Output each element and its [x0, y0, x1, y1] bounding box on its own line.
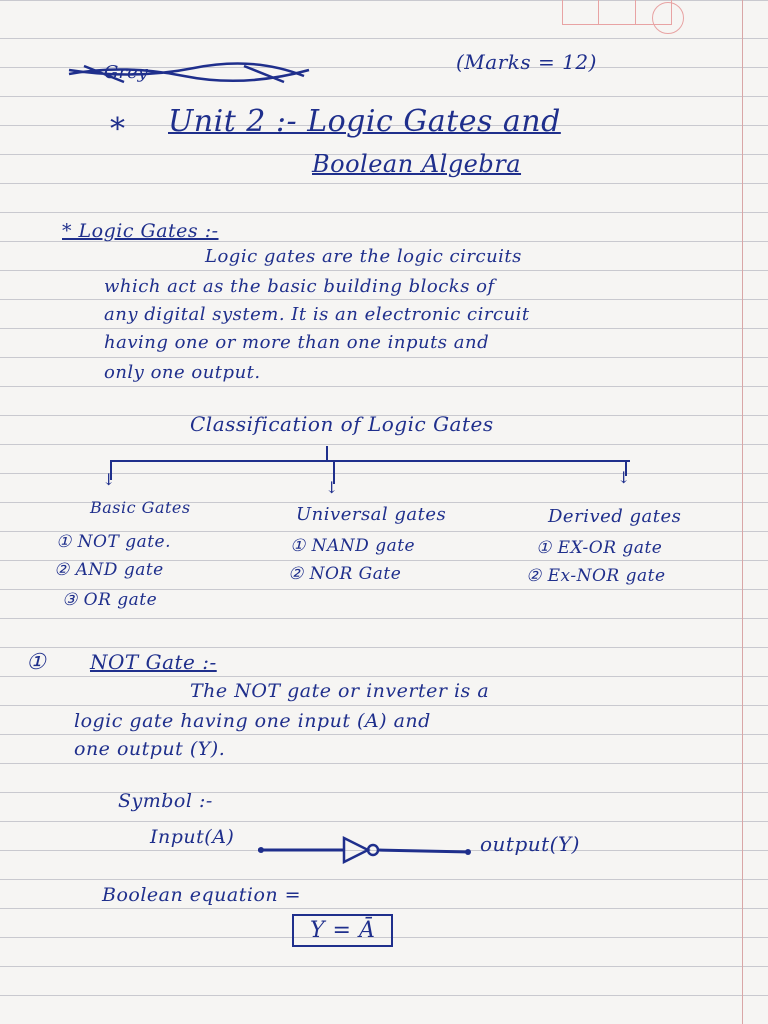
not-gate-para-line-1: The NOT gate or inverter is a [190, 680, 490, 702]
marks-label: (Marks = 12) [456, 50, 597, 74]
branch-mid-arrow-icon: ↓ [325, 478, 339, 497]
universal-gates-heading: Universal gates [296, 504, 447, 525]
boolean-equation-label: Boolean equation = [102, 884, 302, 906]
not-gate-output-label: output(Y) [480, 832, 580, 856]
logic-gates-para-line-2: which act as the basic building blocks of [104, 276, 495, 297]
title-star: * [110, 112, 126, 147]
not-gate-para-line-2: logic gate having one input (A) and [74, 710, 431, 732]
not-gate-heading-number: ① [26, 650, 47, 675]
not-gate-heading: NOT Gate :- [90, 650, 217, 674]
logic-gates-para-line-1: Logic gates are the logic circuits [205, 246, 522, 267]
not-gate-input-label: Input(A) [150, 826, 235, 848]
basic-gate-item-1: ① NOT gate. [56, 532, 172, 552]
basic-gate-item-2: ② AND gate [54, 560, 164, 580]
not-gate-para-line-3: one output (Y). [74, 738, 226, 760]
margin-line [742, 0, 743, 1024]
logic-gates-para-line-4: having one or more than one inputs and [104, 332, 490, 353]
classification-title: Classification of Logic Gates [190, 412, 494, 436]
universal-gate-item-2: ② NOR Gate [288, 564, 402, 584]
basic-gates-heading: Basic Gates [90, 498, 191, 517]
title-line-2: Boolean Algebra [312, 150, 522, 178]
scribbled-out-text [64, 60, 314, 84]
logic-gates-heading: * Logic Gates :- [62, 220, 219, 242]
symbol-label: Symbol :- [118, 790, 213, 812]
derived-gate-item-2: ② Ex-NOR gate [526, 566, 666, 586]
basic-gate-item-3: ③ OR gate [62, 590, 158, 610]
universal-gate-item-1: ① NAND gate [290, 536, 416, 556]
not-gate-symbol-icon [256, 830, 474, 864]
classification-branch-line [110, 460, 630, 462]
page-corner-circle [652, 2, 684, 34]
title-line-1: Unit 2 :- Logic Gates and [168, 104, 561, 139]
derived-gates-heading: Derived gates [548, 506, 682, 527]
boolean-equation-box: Y = Ā [292, 914, 393, 947]
branch-right-arrow-icon: ↓ [617, 468, 631, 487]
scribbled-word: Grey [104, 62, 148, 83]
logic-gates-para-line-3: any digital system. It is an electronic circuit [104, 304, 530, 325]
logic-gates-para-line-5: only one output. [104, 362, 261, 383]
derived-gate-item-1: ① EX-OR gate [536, 538, 663, 558]
branch-left-arrow-icon: ↓ [102, 470, 116, 489]
